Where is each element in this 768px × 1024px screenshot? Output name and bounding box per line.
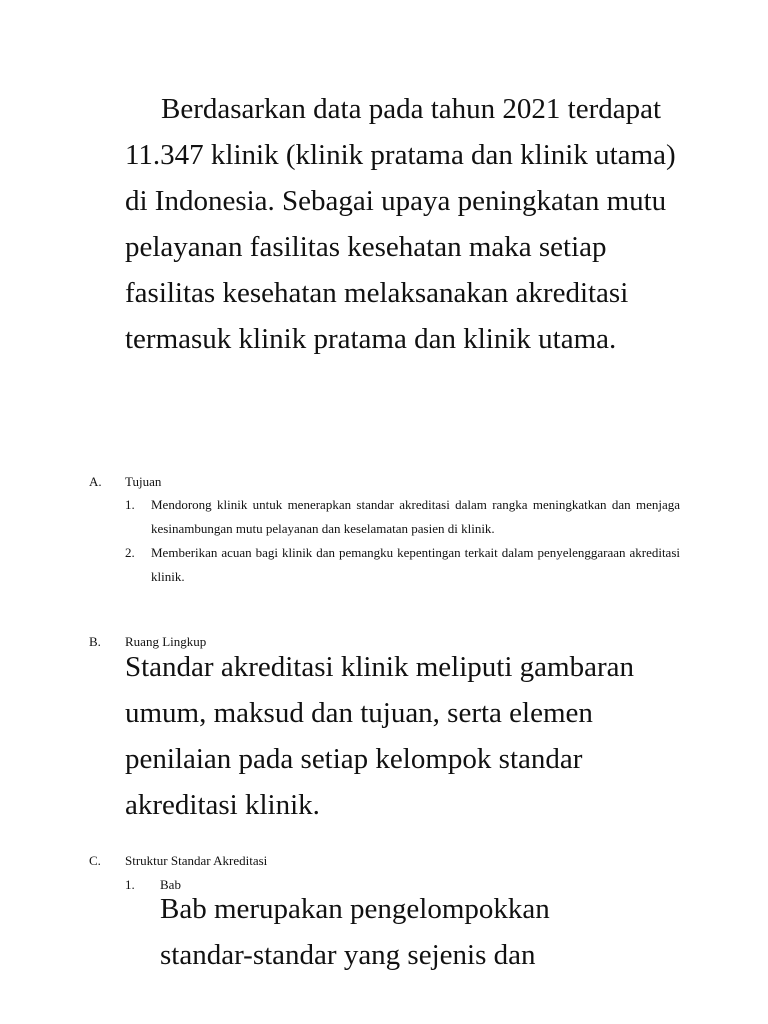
section-b-marker: B. — [89, 634, 101, 649]
list-item — [125, 493, 680, 541]
section-b-title: Ruang Lingkup — [125, 634, 207, 649]
subheading-number: 1. — [125, 877, 135, 892]
section-a-title: Tujuan — [125, 474, 162, 489]
list-item-text: Mendorong klinik untuk menerapkan standar akreditasi dalam rangka meningkatkan dan menjaga kesinambungan mutu pelayanan dan keselamatan pasien di klinik. — [151, 497, 680, 536]
list-item — [125, 541, 680, 589]
intro-paragraph: Berdasarkan data pada tahun 2021 terdapat 11.347 klinik (klinik pratama dan klinik utama) di Indonesia. Sebagai upaya peningkatan mutu pelayanan fasilitas kesehatan maka setiap fasilitas kesehatan melaksanakan akreditasi termasuk klinik pratama dan klinik utama. — [125, 93, 676, 355]
section-c-paragraph: Bab merupakan pengelompokkan standar-standar yang sejenis dan — [160, 893, 550, 971]
list-item-number: 2. — [125, 545, 135, 560]
list-item-number: 1. — [125, 497, 135, 512]
section-b-paragraph: Standar akreditasi klinik meliputi gambaran umum, maksud dan tujuan, serta elemen penilaian pada setiap kelompok standar akreditasi klinik. — [125, 651, 634, 821]
subheading-title: Bab — [160, 877, 181, 892]
section-c-marker: C. — [89, 853, 101, 868]
section-a-marker: A. — [89, 474, 102, 489]
list-item-text: Memberikan acuan bagi klinik dan pemangku kepentingan terkait dalam penyelenggaraan akreditasi klinik. — [151, 545, 680, 584]
section-a-heading — [89, 474, 289, 490]
section-c-title: Struktur Standar Akreditasi — [125, 853, 268, 868]
section-c-heading — [89, 853, 489, 869]
section-a-list — [125, 493, 680, 589]
